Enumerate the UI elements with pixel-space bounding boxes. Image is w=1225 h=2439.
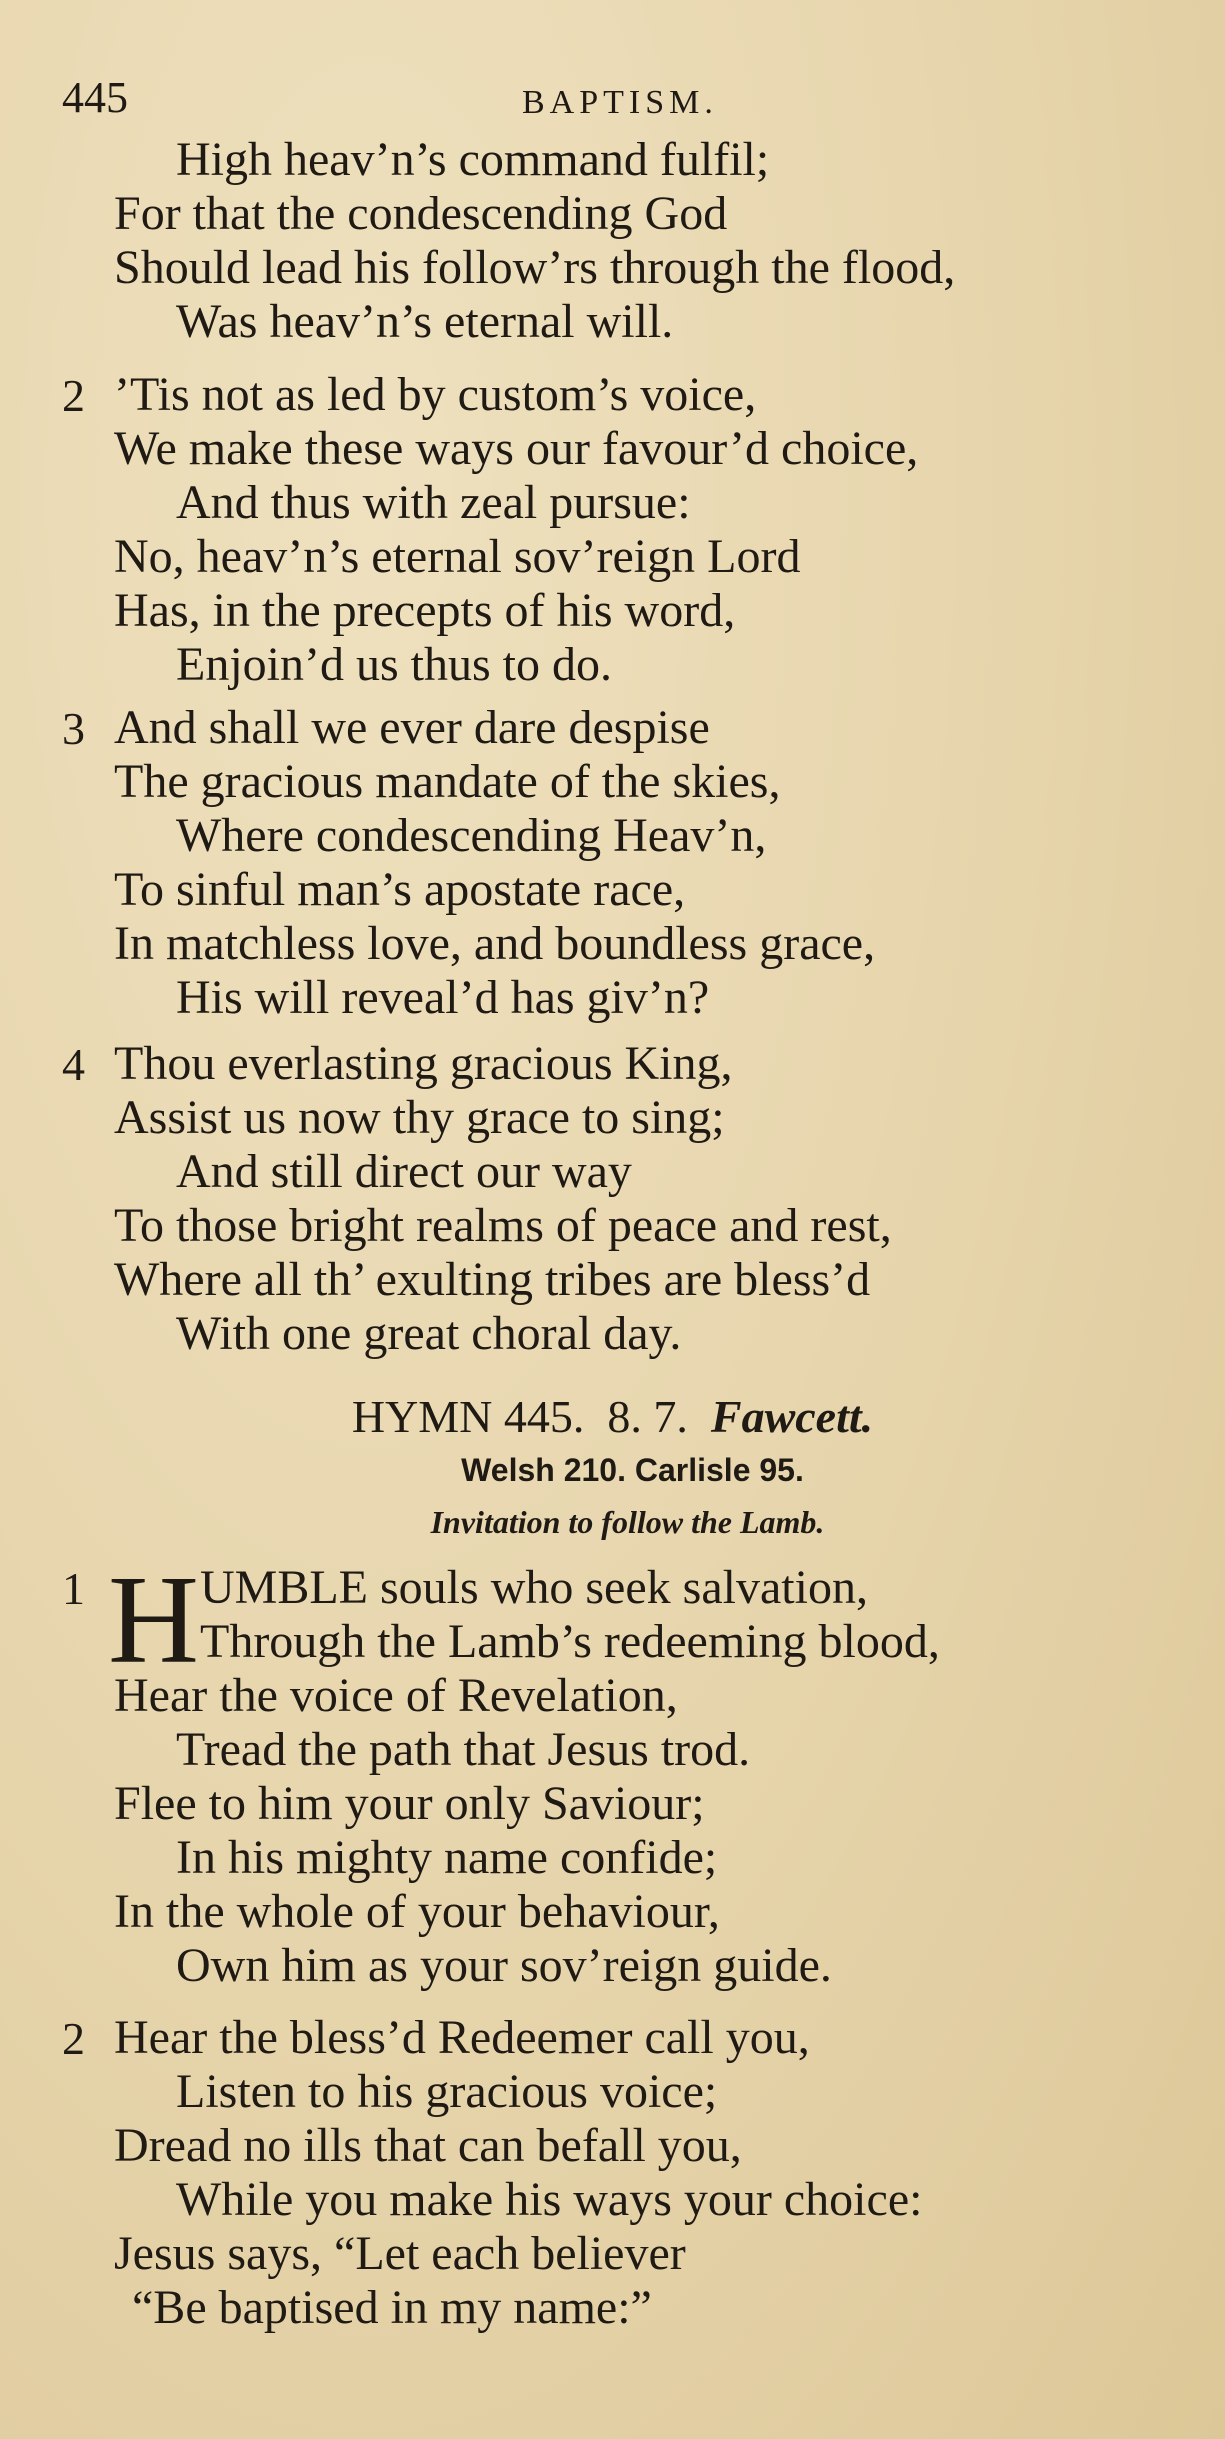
verse-line: To those bright realms of peace and rest, [114, 1199, 892, 1252]
hymn-subject: Invitation to follow the Lamb. [430, 1504, 825, 1540]
section-title: BAPTISM. [522, 84, 718, 121]
verse-line: High heav’n’s command fulfil; [176, 133, 770, 186]
verse-line: Tread the path that Jesus trod. [176, 1723, 751, 1776]
verse-line: Has, in the precepts of his word, [114, 584, 736, 637]
verse-line: Hear the voice of Revelation, [114, 1669, 678, 1722]
verse-number: 3 [62, 703, 85, 754]
verse-line: No, heav’n’s eternal sov’reign Lord [114, 530, 801, 583]
hymn-title: HYMN 445. [351, 1391, 585, 1442]
verse-number: 4 [62, 1039, 85, 1090]
hymn-heading [0, 1391, 1225, 1442]
verse-line: Dread no ills that can befall you, [114, 2119, 742, 2172]
verse-line: “Be baptised in my name:” [132, 2281, 652, 2334]
verse-line: ’Tis not as led by custom’s voice, [114, 368, 757, 421]
verse-line: His will reveal’d has giv’n? [176, 971, 710, 1024]
verse-line: Where all th’ exulting tribes are bless’d [114, 1253, 871, 1306]
verse-number: 2 [62, 370, 85, 421]
verse-line: Where condescending Heav’n, [176, 809, 767, 862]
verse-line: Enjoin’d us thus to do. [176, 638, 613, 691]
verse-line: Thou everlasting gracious King, [114, 1037, 733, 1090]
page-number: 445 [62, 73, 128, 122]
verse-number: 2 [62, 2013, 85, 2064]
verse-line: With one great choral day. [176, 1307, 682, 1360]
verse-line: Jesus says, “Let each believer [114, 2227, 686, 2280]
running-header [0, 72, 1225, 132]
hymn-meter: 8. 7. [607, 1391, 688, 1442]
verse-line: Hear the bless’d Redeemer call you, [114, 2011, 810, 2064]
verse-line: Through the Lamb’s redeeming blood, [200, 1615, 940, 1668]
drop-cap: H [108, 1551, 199, 1690]
verse-line: The gracious mandate of the skies, [114, 755, 781, 808]
verse-number: 1 [62, 1563, 85, 1614]
verse-line: Was heav’n’s eternal will. [176, 295, 674, 348]
tune-references: Welsh 210. Carlisle 95. [461, 1452, 804, 1488]
verse-line: In matchless love, and boundless grace, [114, 917, 876, 970]
verse-line: While you make his ways your choice: [176, 2173, 923, 2226]
verse-line: We make these ways our favour’d choice, [114, 422, 919, 475]
verse-line: And still direct our way [176, 1145, 632, 1198]
verse-line: Assist us now thy grace to sing; [114, 1091, 725, 1144]
verse-line: Should lead his follow’rs through the flood, [114, 241, 956, 294]
verse-line: Own him as your sov’reign guide. [176, 1939, 832, 1992]
verse-line: And shall we ever dare despise [114, 701, 710, 754]
verse-line: And thus with zeal pursue: [176, 476, 691, 529]
verse-line: For that the condescending God [114, 187, 728, 240]
verse-line: In the whole of your behaviour, [114, 1885, 720, 1938]
verse-line: In his mighty name confide; [176, 1831, 718, 1884]
hymn-author: Fawcett. [710, 1391, 874, 1442]
verse-line: To sinful man’s apostate race, [114, 863, 686, 916]
verse-line: Listen to his gracious voice; [176, 2065, 718, 2118]
verse-line: UMBLE souls who seek salvation, [200, 1561, 868, 1614]
verse-line: Flee to him your only Saviour; [114, 1777, 705, 1830]
